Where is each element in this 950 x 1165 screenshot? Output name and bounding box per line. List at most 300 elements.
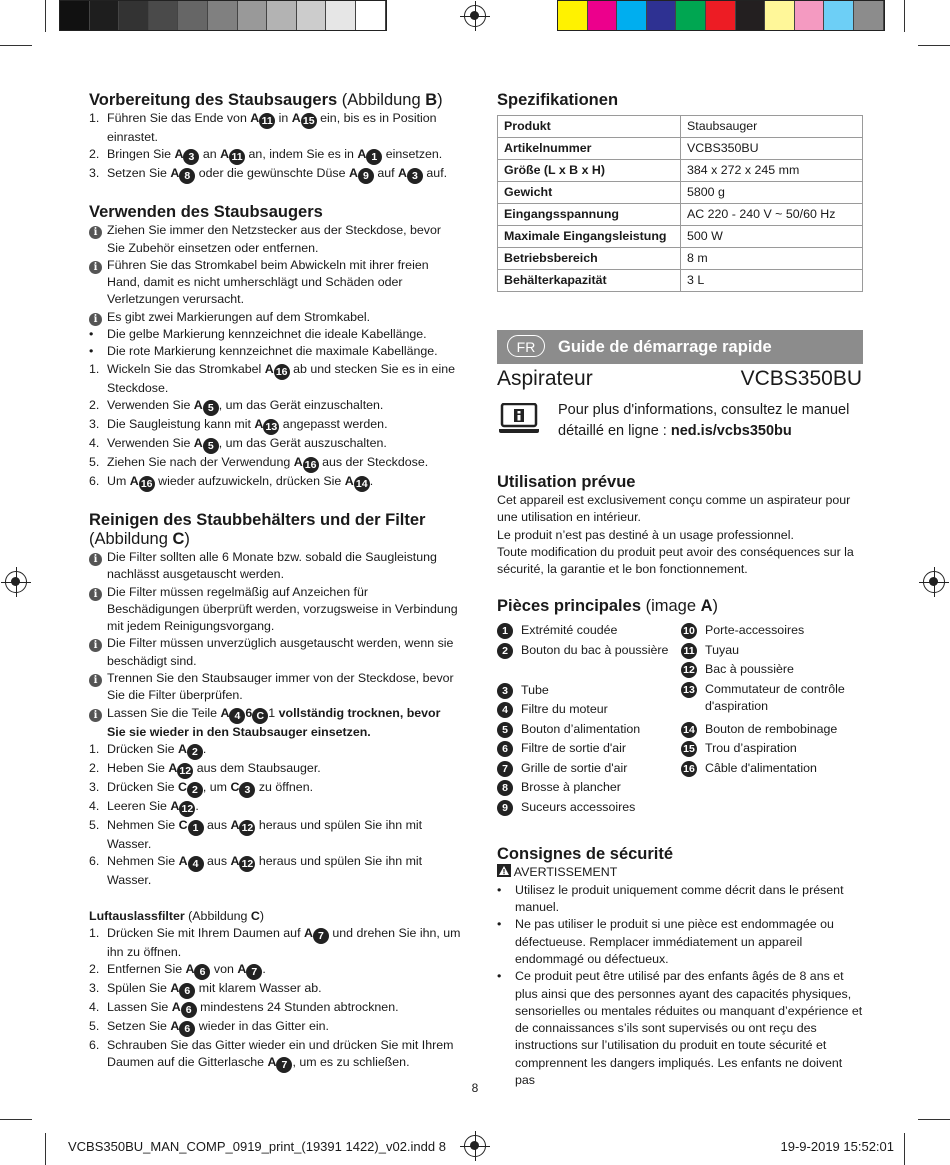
use-info-list: [89, 222, 461, 326]
step-number: 1.: [89, 741, 100, 756]
item-text: Trennen Sie den Staubsauger immer von der Steckdose, bevor Sie die Filter überprüfen.: [107, 671, 454, 703]
clean-subheading: (Abbildung C): [89, 529, 190, 548]
color-swatch: [765, 1, 795, 30]
info-marker: [89, 309, 107, 326]
figure-letter: A: [250, 111, 260, 125]
step-number: 5.: [89, 817, 100, 832]
item-text: Die Filter sollten alle 6 Monate bzw. sobald die Saugleistung nachlässt ausgetauscht werden.: [107, 549, 437, 582]
step-number: 6.: [89, 1038, 100, 1053]
right-column: [497, 90, 865, 292]
info-item: [89, 584, 461, 636]
parts-column-1: [497, 622, 681, 818]
part-item: [497, 799, 681, 819]
part-number-badge: 14: [354, 476, 370, 492]
step-item: [89, 454, 461, 473]
spec-row: [498, 182, 863, 204]
color-swatch: [558, 1, 588, 30]
spec-label: Größe (L x B x H): [498, 160, 681, 182]
figure-letter: A: [344, 473, 354, 488]
part-name: Extrémité coudée: [521, 623, 618, 638]
warning-label: AVERTISSEMENT: [497, 864, 865, 881]
info-item: [89, 549, 461, 584]
item-text: Drücken Sie A 2 .: [107, 741, 207, 758]
bullet-marker: •: [497, 969, 502, 984]
step-number: 6.: [89, 854, 100, 869]
step-number: 5.: [89, 454, 100, 469]
part-item: [497, 642, 681, 682]
spec-value: AC 220 - 240 V ~ 50/60 Hz: [681, 204, 863, 226]
part-name: Bouton de rembobinage: [705, 721, 838, 736]
part-name: Bac à poussière: [705, 662, 794, 677]
part-item: [497, 721, 681, 741]
crop-mark: [918, 45, 950, 46]
laptop-info-icon: [498, 403, 540, 440]
part-item: [681, 681, 865, 721]
step-number: 1.: [89, 925, 100, 940]
figure-letter: A: [193, 435, 203, 450]
registration-mark-left: [5, 571, 27, 593]
info-icon: i: [89, 226, 102, 239]
info-item: [89, 670, 461, 705]
part-number-badge: 5: [497, 722, 513, 738]
figure-letter: A: [177, 741, 187, 756]
item-text: Drücken Sie C 2 , um C 3 zu öffnen.: [107, 779, 314, 796]
step-number: 2.: [89, 397, 100, 412]
part-name: Brosse à plancher: [521, 780, 621, 795]
intended-text: [497, 492, 865, 578]
part-name: Grille de sortie d'air: [521, 760, 628, 775]
intended-line: Cet appareil est exclusivement conçu comme un aspirateur pour une utilisation en intérieur.: [497, 493, 851, 525]
step-number: 3.: [89, 166, 100, 181]
prep-steps: [89, 110, 461, 184]
part-number-badge: 4: [188, 856, 204, 872]
step-number: 3.: [89, 779, 100, 794]
info-icon: i: [89, 313, 102, 326]
spec-row: [498, 204, 863, 226]
part-name: Bouton du bac à poussière: [521, 642, 669, 657]
parts-column-2: [681, 622, 865, 818]
part-number-badge: 7: [497, 761, 513, 777]
part-item: [497, 701, 681, 721]
spec-label: Produkt: [498, 116, 681, 138]
step-number: 3.: [89, 416, 100, 431]
item-text: Nehmen Sie A 4 aus A 12 heraus und spülen Sie ihn mit Wasser.: [107, 854, 423, 888]
figure-letter: A: [230, 817, 240, 832]
part-number-badge: 1: [497, 623, 513, 639]
figure-letter: A: [178, 854, 188, 869]
part-item: [681, 721, 865, 741]
step-number: 4.: [89, 1000, 100, 1015]
part-number-badge: 3: [407, 168, 423, 184]
part-number-badge: 6: [179, 1021, 195, 1037]
spec-value: Staubsauger: [681, 116, 863, 138]
color-swatch: [356, 1, 386, 30]
item-text: Führen Sie das Stromkabel beim Abwickeln mit ihrer freien Hand, damit es nicht umherschlägt und Schäden oder Verletzungen verursacht.: [107, 257, 429, 307]
item-text: Führen Sie das Ende von A 11 in A 15 ein, bis es in Position einrastet.: [107, 111, 437, 144]
part-item: [497, 740, 681, 760]
spec-label: Eingangsspannung: [498, 204, 681, 226]
crop-mark: [45, 1133, 46, 1165]
figure-letter: A: [220, 705, 230, 720]
part-name: Filtre de sortie d'air: [521, 741, 626, 756]
spec-value: VCBS350BU: [681, 138, 863, 160]
part-number-badge: 7: [313, 928, 329, 944]
figure-letter: A: [254, 416, 264, 431]
color-swatch: [326, 1, 356, 30]
figure-letter: C: [178, 817, 188, 832]
intended-line: Toute modification du produit peut avoir des conséquences sur la sécurité, la garantie et le bon fonctionnement.: [497, 544, 854, 577]
clean-heading: Reinigen des Staubbehälters und der Filter: [89, 510, 426, 529]
intended-line: Le produit n’est pas destiné à un usage professionnel.: [497, 527, 794, 542]
step-item: [89, 416, 461, 435]
use-steps: [89, 361, 461, 492]
item-text: Es gibt zwei Markierungen auf dem Stromkabel.: [107, 309, 371, 324]
item-text: Heben Sie A 12 aus dem Staubsauger.: [107, 760, 321, 777]
language-badge: FR: [507, 335, 545, 357]
part-number-badge: 7: [276, 1057, 292, 1073]
part-number-badge: 5: [203, 400, 219, 416]
spec-label: Maximale Eingangsleistung: [498, 226, 681, 248]
exhaust-steps: [89, 925, 461, 1074]
crop-mark: [0, 45, 32, 46]
step-item: [89, 798, 461, 817]
info-marker: [89, 670, 107, 687]
step-item: [89, 760, 461, 779]
part-number-badge: 5: [203, 438, 219, 454]
info-marker: [89, 549, 107, 566]
item-text: Ziehen Sie immer den Netzstecker aus der Steckdose, bevor Sie Zubehör einsetzen oder entfernen.: [107, 223, 442, 255]
spec-value: 500 W: [681, 226, 863, 248]
part-number-badge: 4: [497, 702, 513, 718]
color-swatch: [647, 1, 677, 30]
part-number-badge: 7: [246, 964, 262, 980]
color-swatch: [588, 1, 618, 30]
spec-value: 3 L: [681, 270, 863, 292]
part-number-badge: 1: [366, 149, 382, 165]
part-name: Porte-accessoires: [705, 623, 805, 638]
online-manual-text: Pour plus d'informations, consultez le manuel détaillé en ligne : ned.is/vcbs350bu: [558, 402, 850, 439]
figure-letter: A: [303, 925, 313, 940]
item-text: Wickeln Sie das Stromkabel A 16 ab und stecken Sie es in eine Steckdose.: [107, 361, 455, 395]
info-icon: i: [89, 639, 102, 652]
step-number: 2.: [89, 962, 100, 977]
item-text: Setzen Sie A 6 wieder in das Gitter ein.: [107, 1019, 329, 1036]
part-number-badge: 3: [239, 782, 255, 798]
safety-bullet: [497, 916, 865, 968]
figure-letter: A: [193, 397, 203, 412]
registration-mark-bottom: [464, 1135, 486, 1157]
part-number-badge: 8: [179, 168, 195, 184]
color-swatch: [90, 1, 120, 30]
step-number: 5.: [89, 1019, 100, 1034]
part-number-badge: C: [252, 708, 268, 724]
part-name: Filtre du moteur: [521, 702, 608, 717]
part-number-badge: 11: [681, 643, 697, 659]
item-text: Ziehen Sie nach der Verwendung A 16 aus der Steckdose.: [107, 454, 429, 471]
step-number: 6.: [89, 473, 100, 488]
spec-value: 5800 g: [681, 182, 863, 204]
figure-letter: A: [348, 166, 358, 181]
safety-heading: Consignes de sécurité: [497, 845, 674, 864]
spec-label: Betriebsbereich: [498, 248, 681, 270]
step-number: 4.: [89, 798, 100, 813]
part-number-badge: 12: [179, 801, 195, 817]
color-swatch: [60, 1, 90, 30]
item-text: Nehmen Sie C 1 aus A 12 heraus und spülen Sie ihn mit Wasser.: [107, 817, 423, 851]
step-item: [89, 397, 461, 416]
color-swatch: [824, 1, 854, 30]
footer-filename: VCBS350BU_MAN_COMP_0919_print_(19391 1422)_v02.indd 8: [68, 1139, 446, 1154]
color-swatch: [238, 1, 268, 30]
part-number-badge: 6: [179, 983, 195, 999]
item-text: Ce produit peut être utilisé par des enfants âgés de 8 ans et plus ainsi que des personnes ayant des capacités physiques, sensorielles ou mentales réduites ou manquant d’expérience et de connaissances s’ils sont supervisés ou ont reçu des instructions sur l’utilisation du produit en toute sécurité et comprennent les dangers impliqués. Les enfants ne doivent pas: [515, 969, 863, 1088]
figure-letter: A: [129, 473, 139, 488]
use-bullets: [89, 326, 461, 361]
right-column-lower: [497, 472, 865, 1089]
spec-value: 384 x 272 x 245 mm: [681, 160, 863, 182]
step-item: [89, 853, 461, 889]
bullet-marker: •: [497, 917, 502, 932]
spec-heading: Spezifikationen: [497, 91, 619, 109]
crop-mark: [904, 0, 905, 32]
part-item: [681, 740, 865, 760]
part-item: [497, 682, 681, 702]
figure-letter: A: [170, 981, 180, 996]
part-number-badge: 8: [497, 780, 513, 796]
part-number-badge: 15: [681, 741, 697, 757]
figure-letter: A: [170, 798, 180, 813]
part-item: [681, 661, 865, 681]
step-item: [89, 925, 461, 961]
step-item: [89, 110, 461, 146]
info-item: [89, 635, 461, 670]
color-swatch: [149, 1, 179, 30]
item-text: Verwenden Sie A 5 , um das Gerät einzuschalten.: [107, 397, 384, 414]
item-text: Die rote Markierung kennzeichnet die maximale Kabellänge.: [107, 344, 438, 359]
part-number-badge: 12: [177, 763, 193, 779]
color-swatch: [676, 1, 706, 30]
figure-letter: A: [264, 361, 274, 376]
step-item: [89, 165, 461, 184]
item-text: Um A 16 wieder aufzuwickeln, drücken Sie A 14 .: [107, 473, 374, 490]
prep-heading: Vorbereitung des Staubsaugers (Abbildung B): [89, 91, 443, 109]
figure-letter: A: [398, 166, 407, 181]
part-number-badge: 1: [188, 820, 204, 836]
bullet-item: [89, 343, 461, 360]
grayscale-bar: [59, 0, 387, 31]
spec-row: [498, 226, 863, 248]
exhaust-heading: Luftauslassfilter (Abbildung C): [89, 908, 264, 923]
part-number-badge: 15: [301, 113, 317, 129]
item-text: Spülen Sie A 6 mit klarem Wasser ab.: [107, 981, 322, 998]
banner-title: Guide de démarrage rapide: [558, 338, 772, 356]
item-text: Entfernen Sie A 6 von A 7 .: [107, 962, 266, 979]
figure-letter: A: [170, 166, 180, 181]
part-number-badge: 10: [681, 623, 697, 639]
spec-label: Gewicht: [498, 182, 681, 204]
figure-letter: C: [230, 779, 240, 794]
part-item: [681, 760, 865, 780]
item-text: Ne pas utiliser le produit si une pièce est endommagée ou défectueuse. Remplacer immédiatement un appareil endommagé ou défectueux.: [515, 917, 834, 966]
part-name: Bouton d’alimentation: [521, 721, 641, 736]
step-number: 2.: [89, 760, 100, 775]
part-name: Tuyau: [705, 642, 739, 657]
figure-letter: A: [220, 147, 230, 162]
item-text: Leeren Sie A 12 .: [107, 798, 199, 815]
spec-row: [498, 116, 863, 138]
item-text: Bringen Sie A 3 an A 11 an, indem Sie es in A 1 einsetzen.: [107, 147, 443, 164]
item-text: Die Saugleistung kann mit A 13 angepasst werden.: [107, 416, 388, 433]
warning-icon: [497, 864, 511, 877]
color-swatch: [706, 1, 736, 30]
color-bar: [557, 0, 885, 31]
bullet-item: [89, 326, 461, 343]
item-text: Drücken Sie mit Ihrem Daumen auf A 7 und drehen Sie ihn, um ihn zu öffnen.: [107, 925, 461, 959]
part-number-badge: 6: [194, 964, 210, 980]
info-icon: i: [89, 553, 102, 566]
part-number-badge: 16: [274, 364, 290, 380]
part-number-badge: 16: [681, 761, 697, 777]
step-item: [89, 361, 461, 397]
bullet-marker: •: [89, 344, 94, 359]
spec-table: [497, 115, 863, 292]
step-item: [89, 980, 461, 999]
part-number-badge: 12: [239, 820, 255, 836]
item-text: Lassen Sie die Teile A 4 6 C 1 vollständig trocknen, bevor Sie sie wieder in den Staubsauger einsetzen.: [107, 705, 441, 739]
quick-start-banner: [497, 330, 863, 364]
color-swatch: [267, 1, 297, 30]
step-item: [89, 741, 461, 760]
part-name: Trou d’aspiration: [705, 741, 797, 756]
product-model: VCBS350BU: [740, 367, 862, 390]
step-number: 4.: [89, 435, 100, 450]
info-icon: i: [89, 588, 102, 601]
info-marker: [89, 257, 107, 274]
part-name: Commutateur de contrôle d'aspiration: [705, 681, 845, 714]
step-number: 3.: [89, 981, 100, 996]
part-item: [497, 779, 681, 799]
figure-letter: A: [170, 1019, 180, 1034]
item-text: Lassen Sie A 6 mindestens 24 Stunden abtrocknen.: [107, 1000, 399, 1017]
online-manual-link[interactable]: ned.is/vcbs350bu: [670, 423, 792, 439]
step-item: [89, 435, 461, 454]
step-item: [89, 779, 461, 798]
figure-letter: A: [174, 147, 184, 162]
info-item: [89, 309, 461, 326]
footer-date: 19-9-2019 15:52:01: [780, 1139, 894, 1154]
color-swatch: [208, 1, 238, 30]
figure-letter: A: [230, 854, 240, 869]
figure-letter: A: [293, 454, 303, 469]
part-number-badge: 13: [681, 682, 697, 698]
info-item: [89, 257, 461, 309]
info-marker: [89, 584, 107, 601]
crop-mark: [904, 1133, 905, 1165]
use-heading: Verwenden des Staubsaugers: [89, 203, 323, 222]
part-number-badge: 3: [183, 149, 199, 165]
safety-bullets: [497, 882, 865, 1090]
part-number-badge: 16: [139, 476, 155, 492]
figure-letter: C: [177, 779, 187, 794]
color-swatch: [617, 1, 647, 30]
registration-mark-right: [923, 571, 945, 593]
step-item: [89, 1037, 461, 1073]
spec-row: [498, 270, 863, 292]
safety-bullet: [497, 968, 865, 1089]
part-number-badge: 9: [358, 168, 374, 184]
spec-value: 8 m: [681, 248, 863, 270]
part-name: Tube: [521, 682, 549, 697]
bullet-marker: •: [89, 327, 94, 342]
part-number-badge: 14: [681, 722, 697, 738]
intended-heading: Utilisation prévue: [497, 473, 636, 491]
step-item: [89, 1018, 461, 1037]
part-number-badge: 6: [181, 1002, 197, 1018]
spec-row: [498, 138, 863, 160]
figure-letter: A: [291, 111, 301, 125]
figure-letter: A: [185, 962, 195, 977]
part-name: Suceurs accessoires: [521, 799, 636, 814]
step-item: [89, 961, 461, 980]
info-item: [89, 705, 461, 741]
figure-letter: A: [237, 962, 247, 977]
color-swatch: [854, 1, 884, 30]
info-marker: [89, 635, 107, 652]
part-name: Câble d'alimentation: [705, 760, 817, 775]
item-text: Setzen Sie A 8 oder die gewünschte Düse A 9 auf A 3 auf.: [107, 166, 448, 183]
clean-steps: [89, 741, 461, 890]
info-icon: i: [89, 674, 102, 687]
info-marker: [89, 222, 107, 239]
info-icon: i: [89, 261, 102, 274]
parts-heading: Pièces principales (image A): [497, 597, 719, 616]
part-number-badge: 13: [263, 419, 279, 435]
step-number: 1.: [89, 361, 100, 376]
part-number-badge: 6: [497, 741, 513, 757]
part-item: [497, 622, 681, 642]
registration-mark-top: [464, 5, 486, 27]
figure-letter: A: [168, 760, 178, 775]
figure-letter: vollständig trocknen, bevor Sie sie wieder in den Staubsauger einsetzen.: [107, 705, 441, 739]
part-item: [681, 642, 865, 662]
part-number-badge: 2: [187, 744, 203, 760]
item-text: Die Filter müssen regelmäßig auf Anzeichen für Beschädigungen überprüft werden, vorzugsweise in Verbindung mit jedem Reinigungsvorgang.: [107, 584, 458, 634]
part-number-badge: 11: [229, 149, 245, 165]
step-item: [89, 999, 461, 1018]
item-text: Die Filter müssen unverzüglich ausgetauscht werden, wenn sie beschädigt sind.: [107, 636, 454, 668]
part-number-badge: 12: [239, 856, 255, 872]
product-name: Aspirateur: [497, 367, 593, 390]
part-number-badge: 9: [497, 800, 513, 816]
item-text: Verwenden Sie A 5 , um das Gerät auszuschalten.: [107, 435, 387, 452]
parts-list: [497, 622, 865, 818]
crop-mark: [45, 0, 46, 32]
info-marker: [89, 705, 107, 722]
part-item: [497, 760, 681, 780]
spec-label: Artikelnummer: [498, 138, 681, 160]
clean-info-list: [89, 549, 461, 741]
figure-letter: A: [171, 1000, 181, 1015]
safety-bullet: [497, 882, 865, 917]
part-number-badge: 2: [187, 782, 203, 798]
step-number: 2.: [89, 147, 100, 162]
info-item: [89, 222, 461, 257]
step-item: [89, 146, 461, 165]
color-swatch: [795, 1, 825, 30]
color-swatch: [178, 1, 208, 30]
part-item: [681, 622, 865, 642]
figure-letter: 6: [245, 705, 253, 720]
